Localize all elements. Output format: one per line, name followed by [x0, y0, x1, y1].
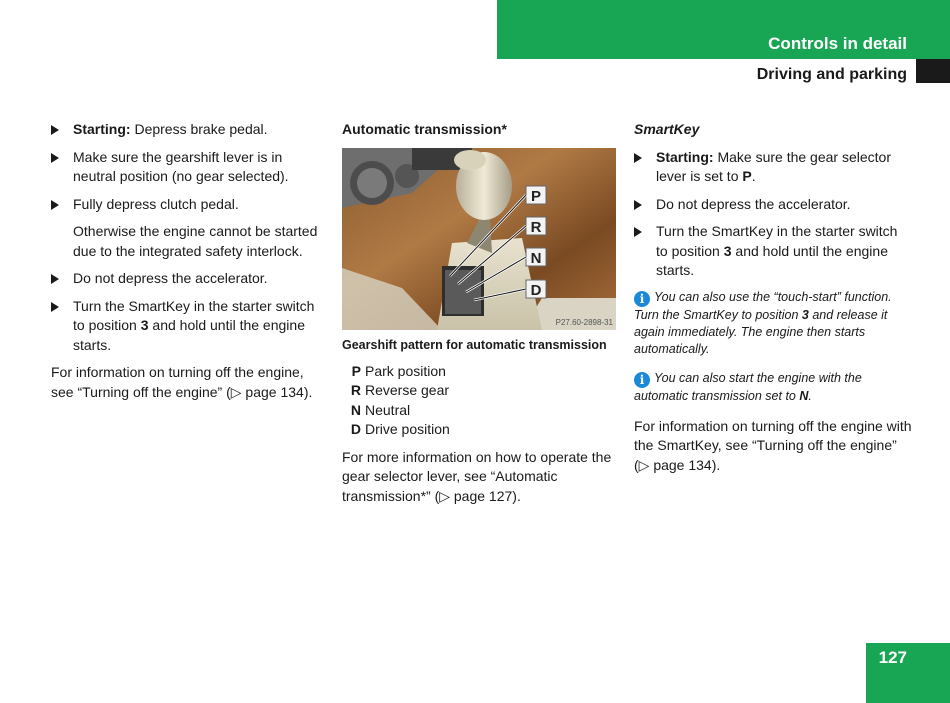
step-accelerator: [51, 269, 326, 289]
photo-code: P27.60-2898-31: [555, 317, 613, 327]
note-text: and release it again immediately. The engine then starts automatically.: [634, 307, 888, 356]
bullet-arrow-icon: [51, 274, 59, 284]
step-text: Make sure the gearshift lever is in neutral position (no gear selected).: [73, 148, 289, 184]
step-neutral: [51, 148, 326, 187]
step-text: Do not depress the accelerator.: [656, 195, 851, 212]
bullet-arrow-icon: [51, 125, 59, 135]
bullet-arrow-icon: [634, 200, 642, 210]
step-text: and hold until the engine starts.: [656, 242, 888, 278]
gear-label: Drive position: [365, 421, 450, 437]
step-text: and hold until the engine starts.: [73, 317, 305, 353]
turning-off-reference: For information on turning off the engine, see “Turning off the engine” (▷ page 134).: [51, 364, 313, 400]
note-text: You can also use the “touch-start” function. Turn the SmartKey to position: [634, 289, 892, 322]
gear-letter: P: [742, 168, 752, 184]
gear-marker-d: D: [530, 281, 542, 299]
smartkey-heading: SmartKey: [634, 121, 700, 137]
column-2: [342, 120, 618, 514]
step-accelerator: [634, 195, 912, 215]
gear-legend: [342, 362, 618, 440]
step-text: Depress brake pedal.: [130, 121, 268, 137]
note-text: You can also start the engine with the automatic transmission set to: [634, 370, 862, 403]
note-text: .: [808, 388, 812, 403]
bullet-arrow-icon: [634, 227, 642, 237]
step-label: Starting:: [73, 121, 131, 137]
gear-letter: N: [350, 401, 361, 418]
step-turn-key: [51, 297, 326, 356]
gear-letter: D: [350, 421, 361, 437]
gearshift-photo: [342, 148, 616, 330]
step-text: Turn the SmartKey in the starter switch to position: [656, 223, 898, 259]
step-starting: [51, 120, 326, 140]
gear-legend-item: [342, 401, 618, 421]
gear-marker-n: N: [530, 249, 542, 267]
info-note-neutral: [634, 370, 912, 405]
column-3: [634, 120, 912, 483]
bullet-arrow-icon: [51, 302, 59, 312]
subsection-title: Driving and parking: [756, 66, 907, 83]
position-number: 3: [801, 307, 809, 322]
step-starting: [634, 148, 912, 187]
safety-note: Otherwise the engine cannot be started due to the integrated safety interlock.: [73, 223, 318, 259]
auto-transmission-heading: Automatic transmission*: [342, 121, 507, 137]
gear-letter: P: [351, 362, 361, 379]
header-marker: [916, 59, 950, 83]
bullet-arrow-icon: [634, 153, 642, 163]
step-label: Starting:: [656, 148, 714, 165]
gear-marker-p: P: [530, 187, 542, 205]
step-text: Do not depress the accelerator.: [73, 270, 268, 286]
info-icon: i: [634, 372, 650, 388]
step-text: Make sure the gear selector lever is set to: [656, 148, 891, 184]
gear-legend-item: [342, 362, 618, 382]
gear-marker-r: R: [530, 218, 542, 236]
step-text: Fully depress clutch pedal.: [73, 195, 239, 212]
gear-legend-item: [342, 420, 618, 440]
bullet-arrow-icon: [51, 153, 59, 163]
bullet-arrow-icon: [51, 200, 59, 210]
turning-off-reference: For information on turning off the engine with the SmartKey, see “Turning off the engine” (▷ page 134).: [634, 417, 912, 473]
info-icon: i: [634, 291, 650, 307]
section-title: Controls in detail: [768, 34, 907, 53]
position-number: 3: [140, 317, 149, 333]
gear-label: Reverse gear: [365, 382, 450, 398]
step-turn-key: [634, 222, 912, 281]
gear-letter: R: [350, 382, 361, 398]
position-number: 3: [723, 242, 732, 259]
gear-label: Park position: [365, 362, 446, 379]
photo-caption: Gearshift pattern for automatic transmission: [342, 337, 607, 352]
info-note-touch-start: [634, 289, 912, 358]
step-text: Turn the SmartKey in the starter switch to position: [73, 297, 315, 333]
gear-label: Neutral: [365, 401, 411, 418]
column-1: [51, 120, 326, 410]
gear-letter: N: [799, 388, 809, 403]
step-text: .: [751, 168, 756, 184]
gear-legend-item: [342, 381, 618, 401]
gear-selector-reference: For more information on how to operate the gear selector lever, see “Automatic transmission*” (▷ page 127).: [342, 448, 612, 504]
step-clutch: [51, 195, 326, 215]
page-number: 127: [878, 648, 907, 667]
